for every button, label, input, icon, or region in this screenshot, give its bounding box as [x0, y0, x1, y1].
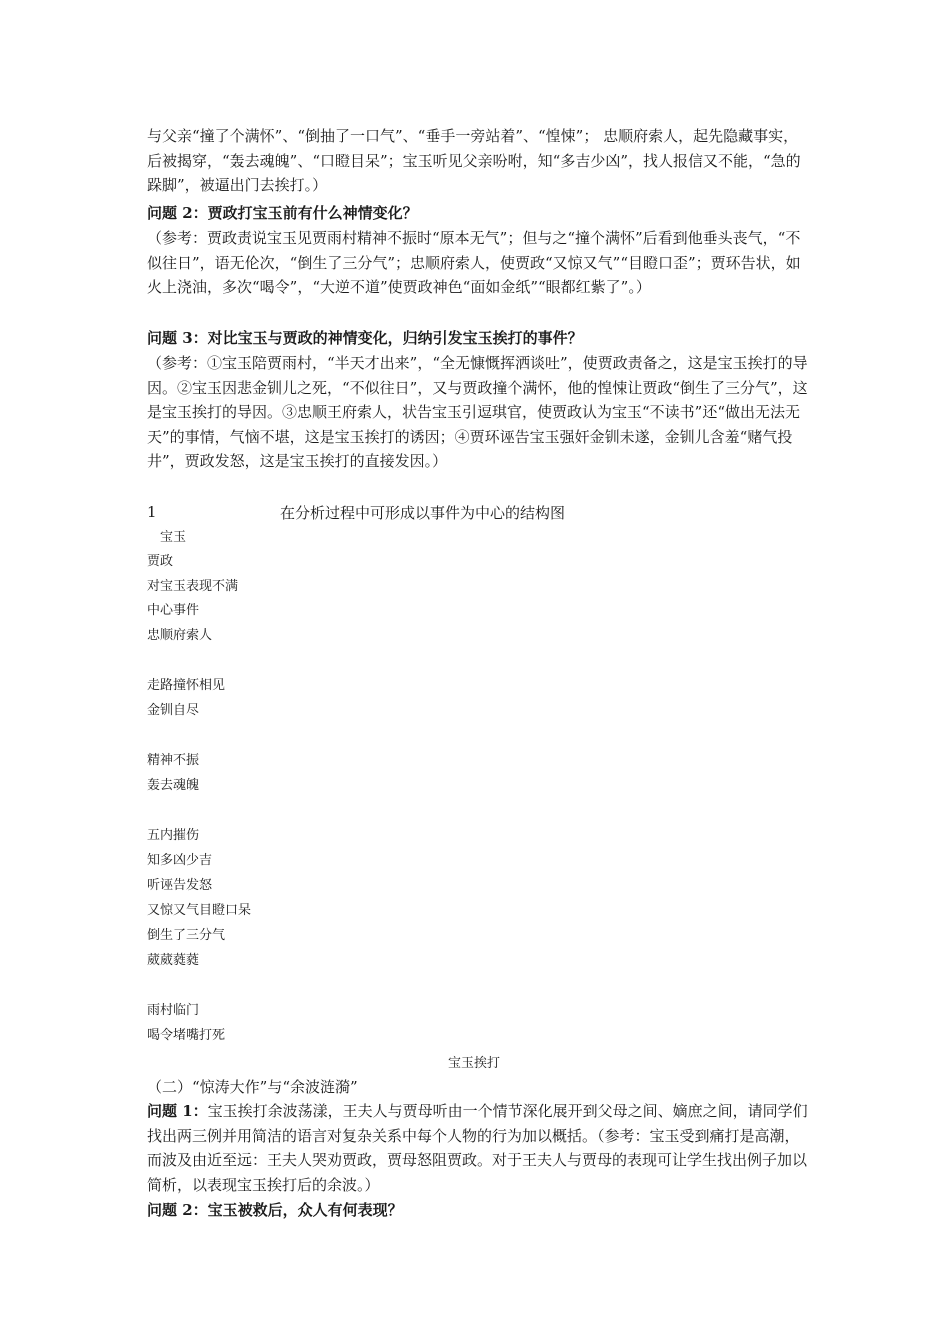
diagram-item-youjing: 又惊又气目瞪口呆 — [147, 903, 252, 918]
diagram-item-baoyu-aida: 宝玉挨打 — [448, 1056, 501, 1071]
section-2-question-1-title: 问题 1： — [147, 1102, 208, 1120]
diagram-item-zhongshun: 忠顺府索人 — [147, 628, 213, 643]
diagram-item-buman: 对宝玉表现不满 — [147, 579, 239, 594]
paragraph-block1: 与父亲“撞了个满怀”、“倒抽了一口气”、“垂手一旁站着”、“惶悚”； 忠顺府索人，起先隐藏事实，后被揭穿，“轰去魂魄”、“口瞪目呆”；宝玉听见父亲吩咐，知“多吉少凶”，找人报信又不能，“急的跺脚”，被逼出门去挨打。） — [147, 127, 801, 195]
diagram-item-weirui: 葳葳蕤蕤 — [147, 953, 200, 968]
section-2-question-1 — [147, 1099, 812, 1197]
question-2-title: 问题 2：贾政打宝玉前有什么神情变化？ — [147, 204, 418, 222]
diagram-heading: 在分析过程中可形成以事件为中心的结构图 — [280, 504, 566, 522]
diagram-item-hunpo: 轰去魂魄 — [147, 778, 200, 793]
diagram-item-tingwu: 听诬告发怒 — [147, 878, 213, 893]
question-3-answer: （参考：①宝玉陪贾雨村，“半天才出来”，“全无慷慨挥洒谈吐”，使贾政责备之，这是宝玉挨打的导因。②宝玉因悲金钏儿之死，“不似往日”，又与贾政撞个满怀，他的惶悚让贾政“倒生了三分气”，这是宝玉挨打的导因。③忠顺王府索人，状告宝玉引逗琪官，使贾政认为宝玉“不读书”还“做出无法无天”的事情，气恼不堪，这是宝玉挨打的诱因；④贾环诬告宝玉强奸金钏未遂，金钏儿含羞“赌气投井”，贾政发怒，这是宝玉挨打的直接发因。） — [147, 354, 808, 471]
diagram-item-heling: 喝令堵嘴打死 — [147, 1028, 226, 1043]
diagram-item-jingshen: 精神不振 — [147, 753, 200, 768]
diagram-item-yucun: 雨村临门 — [147, 1003, 200, 1018]
diagram-item-jinchuan: 金钏自尽 — [147, 703, 200, 718]
question-2-answer: （参考：贾政责说宝玉见贾雨村精神不振时“原本无气”；但与之“撞个满怀”后看到他垂头丧气，“不似往日”，语无伦次，“倒生了三分气”；忠顺府索人，使贾政“又惊又气”“目瞪口歪”；贾环告状，如火上浇油，多次“喝令”，“大逆不道”使贾政神色“面如金纸”“眼都红紫了”。） — [147, 229, 801, 297]
diagram-item-zoulu: 走路撞怀相见 — [147, 678, 226, 693]
section-2-question-1-body: 宝玉挨打余波荡漾，王夫人与贾母听由一个情节深化展开到父母之间、嫡庶之间，请同学们找出两三例并用简洁的语言对复杂关系中每个人物的行为加以概括。（参考：宝玉受到痛打是高潮，而波及由近至远：王夫人哭劝贾政，贾母怒阻贾政。对于王夫人与贾母的表现可让学生找出例子加以简析，以表现宝玉挨打后的余波。） — [147, 1102, 808, 1194]
diagram-item-daosheng: 倒生了三分气 — [147, 928, 226, 943]
diagram-item-zhiduo: 知多凶少吉 — [147, 853, 213, 868]
diagram-item-center-event: 中心事件 — [147, 603, 200, 618]
section-2-heading: （二）“惊涛大作”与“余波涟漪” — [147, 1078, 358, 1096]
question-3-title: 问题 3：对比宝玉与贾政的神情变化，归纳引发宝玉挨打的事件？ — [147, 329, 583, 347]
diagram-number: 1 — [147, 503, 157, 521]
diagram-item-baoyu: 宝玉 — [160, 530, 187, 545]
section-2-question-2-title: 问题 2：宝玉被救后，众人有何表现？ — [147, 1201, 403, 1219]
diagram-item-jiazheng: 贾政 — [147, 554, 174, 569]
diagram-item-wunei: 五内摧伤 — [147, 828, 200, 843]
